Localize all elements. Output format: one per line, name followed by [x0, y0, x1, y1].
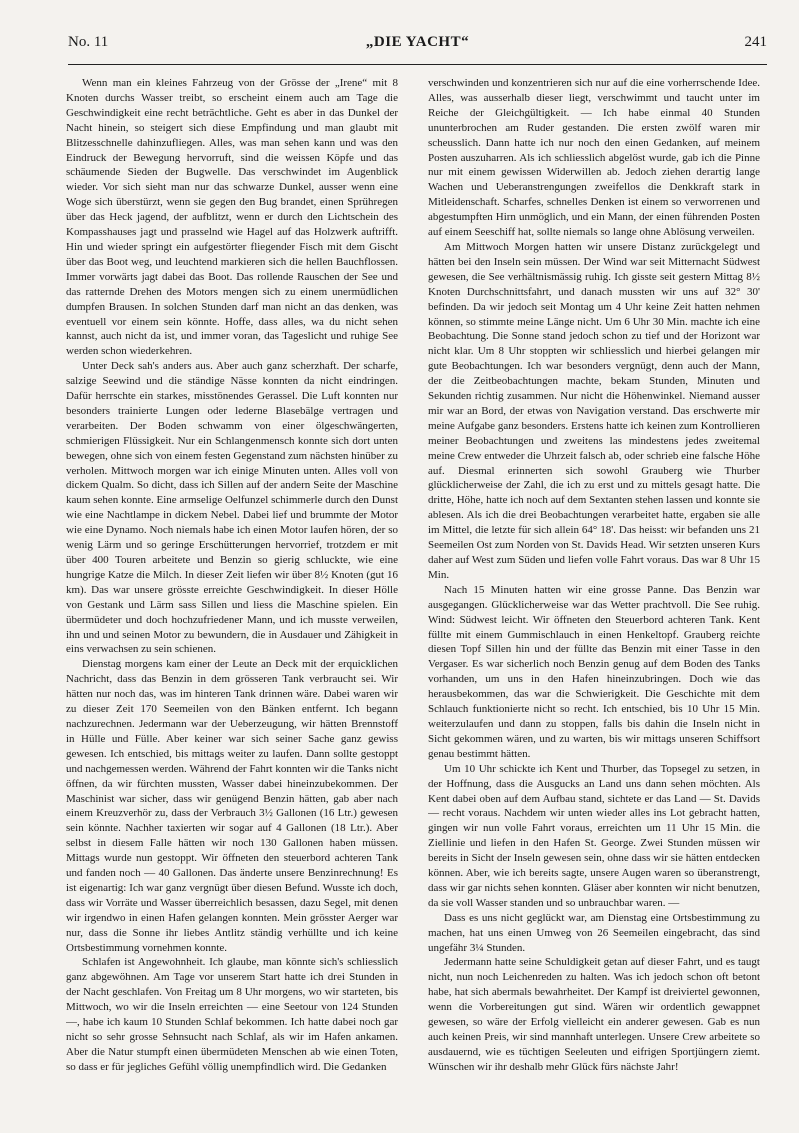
paragraph: Um 10 Uhr schickte ich Kent und Thurber, das Topsegel zu setzen, in der Hoffnung, dass die Ausgucks an Land uns dann sehen möchten. Als Kent dabei oben auf dem Aufbau stand, sichtete er das Land — St. Davids — recht voraus. Nachdem wir unten wieder alles ins Lot gebracht hatten, gingen wir nun volle Fahrt voraus, erreichten um 11 Uhr 15 Min. die Ziellinie und liefen in den Hafen St. George. Zwei Stunden müssen wir bereits in Sicht der Inseln gewesen sein, ohne dass wir sie hätten entdecken können. Aber, wie ich bereits sagte, unsere Augen waren so überanstrengt, dass wir gar nichts sehen konnten. Gläser aber konnten wir nicht benutzen, da sie voll Wasser standen und so unbrauchbar waren. —: [428, 762, 760, 909]
paragraph: Dass es uns nicht geglückt war, am Dienstag eine Ortsbestimmung zu machen, hat uns einen Umweg von 26 Seemeilen eingebracht, das sind ungefähr 3¼ Stunden.: [428, 911, 760, 954]
text-columns: [66, 76, 768, 1116]
paragraph: Am Mittwoch Morgen hatten wir unsere Distanz zurückgelegt und hätten bei den Inseln sein müssen. Der Wind war seit Mitternacht Südwest gewesen, die See verhältnismässig ruhig. Ich gisste seit gestern Mittag 8½ Knoten Durchschnittsfahrt, und danach mussten wir uns auf 32° 30' befinden. Da wir jedoch seit Montag um 4 Uhr keine Zeit hatten nehmen können, so stimmte meine Länge nicht. Um 6 Uhr 30 Min. machte ich eine Beobachtung. Die Sonne stand jedoch schon zu tief und der Horizont war nicht klar. Um 8 Uhr stoppten wir schliesslich und hierbei gelangen mir gute Beobachtungen. Ich war besonders vergnügt, denn auch der Mann, der die Zeitbeobachtungen machte, bekam Stunden, Minuten und Sekunden richtig zusammen. Nur nicht die Höhenwinkel. Niemand ausser mir war an Bord, der etwas von Navigation verstand. Das erschwerte mir meine Aufgabe ganz besonders. Erstens hatte ich keinen zum Kontrollieren meiner Beobachtungen und zweitens las mindestens jedes zweitemal meine Crew entweder die Uhrzeit falsch ab, oder schrieb eine falsche Höhe auf. Diesmal erinnerten sich sowohl Grauberg wie Thurber glücklicherweise der Zahl, die ich zu erst und zu mittels gesagt hatte. Die dritte, Höhe, hatte ich noch auf dem Sextanten stehen lassen und konnte sie ablesen. Als ich die drei Beobachtungen verarbeitet hatte, ergaben sie alle im Mittel, die letzte für sich allein 64° 18'. Das heisst: wir befanden uns 21 Seemeilen Ost zum Norden von St. Davids Head. Wir setzten unseren Kurs daher auf West zum Süden und liefen volle Fahrt voraus. Das war 8 Uhr 15 Min.: [428, 240, 760, 581]
right-column: [428, 76, 760, 1116]
paragraph: Unter Deck sah's anders aus. Aber auch ganz scherzhaft. Der scharfe, salzige Seewind und die ständige Nässe konnten da nicht eindringen. Dafür herrschte ein starkes, misstönendes Gerassel. Die Luft konnten nur besonders trainierte Lungen oder lederne Blasebälge vertragen und verarbeiten. Der Boden schwamm von einer ölgeschwängerten, schmierigen Flüssigkeit. Nur ein Schlangenmensch konnte sich dort unten bewegen, ohne sich von einem festen Gegenstand zum nächsten hinüber zu verholen. Mittwoch morgen war ich einige Minuten unten. Alles voll von dickem Qualm. So dicht, dass ich Sillen auf der andern Seite der Maschine kaum sehen konnte. Eine armselige Oelfunzel schimmerle durch den Dunst wie eine Nachtlampe in dickem Nebel. Dabei lief und brummte der Motor wie eine Dynamo. Noch niemals habe ich einen Motor laufen hören, der so wenig Lärm und so geringe Erschütterungen hervorrief, trotzdem er mit über 400 Touren arbeitete und Benzin so gierig schluckte, wie eine hungrige Katze die Milch. In dieser Zeit liefen wir über 8½ Knoten (gut 16 km). Das war unsere grösste erreichte Geschwindigkeit. In dieser Hölle von Gestank und Lärm sass Sillen und liess die Maschine spielen. Ein übermüdeter und doch hochzufriedener Mann, und ich musste verweilen, ihn und und seinen Motor zu bewundern, die in Ausdauer und Zähigkeit in eins verwachsen zu sein schienen.: [66, 360, 398, 656]
paragraph: Dienstag morgens kam einer der Leute an Deck mit der erquicklichen Nachricht, dass das Benzin in dem grösseren Tank verbraucht sei. Wir hätten nur noch das, was im hinteren Tank drinnen wäre. Dabei waren wir zu dieser Zeit 170 Seemeilen von den Bänken entfernt. Ich begann nachzurechnen. Jedermann war der Ueberzeugung, wir hätten Brennstoff in Hülle und Fülle. Aber keiner war sich seiner Sache ganz gewiss gewesen. Ich entschied, bis mittags weiter zu laufen. Dann sollte gestoppt und nachgemessen werden. Während der Fahrt konnten wir die Tanks nicht öffnen, da wir fürchten mussten, Wasser dabei hineinzubekommen. Der Maschinist war sicher, dass wir genügend Benzin hätten, gab aber nach einem Kreuzverhör zu, dass der Verbrauch 3½ Gallonen (16 Ltr.) gewesen sein könnte. Nachher taxierten wir sogar auf 4 Gallonen (18 Ltr.). Aber selbst in diesem Falle hätten wir noch 130 Gallonen haben müssen. Mittags wurde nun gestoppt. Wir öffneten den steuerbord achteren Tank und fanden noch — 40 Gallonen. Das änderte unsere Benzinrechnung! Es ist eigenartig: Ich war ganz vergnügt über diesen Befund. Wusste ich doch, dass wir Vorräte und Wasser überreichlich besassen, dazu Segel, mit denen wir irgendwo in einen Hafen gelangen konnten. Mein grösster Aerger war nur, dass die Sonne ihr liebes Antlitz ständig verhüllte und ich keine Ortsbestimmung vornehmen konnte.: [66, 658, 398, 954]
issue-number: No. 11: [68, 34, 109, 50]
journal-title: „DIE YACHT“: [365, 34, 470, 50]
paragraph: Nach 15 Minuten hatten wir eine grosse Panne. Das Benzin war ausgegangen. Glücklicherweise war das Wetter prachtvoll. Die See ruhig. Wind: Südwest leicht. Wir öffneten den Steuerbord achteren Tank. Kent füllte mit einem Gummischlauch in einen Henkeltopf. Grauberg reichte diesen Topf Sillen hin und der füllte das Benzin mit einer Tasse in den Vergaser. Es war sicherlich noch Benzin genug auf dem Boden des Tanks vorhanden, um uns in den Hafen hineinzubringen. Doch wie das herausbekommen, das war die Schwierigkeit. Die Geschichte mit dem Schlauch funktionierte nicht so recht. Ich entschied, bis 10 Uhr 15 Min. weiterzulaufen und dann zu stoppen, falls bis dahin die Inseln nicht in Sicht gekommen wären, und zu warten, bis wir mittags unseren Schiffsort genau bestimmt hätten.: [428, 583, 760, 760]
paragraph: Schlafen ist Angewohnheit. Ich glaube, man könnte sich's schliesslich ganz abgewöhnen. Am Tage vor unserem Start hatte ich drei Stunden in der Nacht geschlafen. Von Freitag um 8 Uhr morgens, wo wir starteten, bis Mittwoch, wo wir die Inseln erreichten — eine Seetour von 124 Stunden —, habe ich kaum 10 Stunden Schlaf bekommen. Ich hatte dabei noch gar nicht so sehr grosse Sehnsucht nach Schlaf, als wir im Hafen ankamen. Aber die Natur stumpft einen übermüdeten Menschen ab wie einen Toten, so dass er für jegliches Gefühl völlig unempfindlich wird. Die Gedanken: [66, 956, 398, 1073]
running-header: [68, 32, 767, 65]
paragraph: Jedermann hatte seine Schuldigkeit getan auf dieser Fahrt, und es taugt nicht, nun noch Leichenreden zu halten. Was ich jedoch schon oft betont habe, hat sich abermals bewahrheitet. Der Kampf ist dreiviertel gewonnen, wenn die Vorbereitungen gut sind. Wären wir ordentlich gewappnet gewesen, so wäre der Erfolg vielleicht ein anderer gewesen. Gab es nun auch keinen Preis, wir sind mannhaft unterlegen. Unsere Crew arbeitete so ausdauernd, wie es tüchtigen Seeleuten und eifrigen Sportjüngern ziemt. Wünschen wir ihr deshalb mehr Glück fürs nächste Jahr!: [428, 956, 760, 1073]
left-column: [66, 76, 398, 1116]
paragraph: Wenn man ein kleines Fahrzeug von der Grösse der „Irene“ mit 8 Knoten durchs Wasser treibt, so erscheint einem auch am Tage die Geschwindigkeit eine recht beträchtliche. Geht es aber in das Dunkel der Nacht hinein, so steigert sich diese Empfindung und man glaubt mit Blitzesschnelle dahinzufliegen. Alles, was man sehen kann und was den Eindruck der Bewegung hervorruft, sind die weissen Köpfe und das schäumende Sieden der Bugwelle. Das verschwindet im Augenblick wieder. Vor sich sieht man nur das schwarze Dunkel, ausser wenn eine Woge sich überstürzt, wenn sie gegen den Bug brandet, einen Sprühregen über das Heck jagend, der aufblitzt, wenn er durch den Lichtschein des Kompasshauses jagt und prasselnd wie Hagel auf das Holzwerk auftrifft. Hin und wieder springt ein aufgestörter fliegender Fisch mit dem Gischt über das Boot weg, und leuchtend markieren sich die hellen Bauchflossen. Immer vorwärts jagt dabei das Boot. Das rollende Rauschen der See und das ratternde Drehen des Motors mengen sich zu einem unermüdlichen dumpfen Brausen. In solchen Stunden darf man nicht an das denken, was eventuell vor einem sein könnte. Hoffe, dass alles, wa du nicht sehen kannst, auch nicht da ist, und immer voran, das Tageslicht und ruhige See werden schon wiederkehren.: [66, 77, 398, 358]
paragraph: verschwinden und konzentrieren sich nur auf die eine vorherrschende Idee. Alles, was ausserhalb dieser liegt, verschwimmt und taucht unter im Reiche der Gleichgültigkeit. — Ich habe einmal 40 Stunden ununterbrochen am Ruder gestanden. Die ersten zwölf waren mir scheusslich. Dann hatte ich nur noch den einen Gedanken, auf meinem Posten auszuharren. Als ich schliesslich abgelöst wurde, gab ich die Pinne nur mit einem gewissen Widerwillen ab. Jedoch ziehen derartig lange Wachen und Ueberanstrengungen zweifellos die Denkkraft stark in Mitleidenschaft. Scharfes, schnelles Denken ist einem so verworrenen und abgestumpften Hirn unmöglich, und ein Mann, der einen führenden Posten auf einem Seeschiff hat, sollte niemals so lange ohne Ablösung verweilen.: [428, 77, 760, 239]
page-number: 241: [744, 34, 767, 50]
